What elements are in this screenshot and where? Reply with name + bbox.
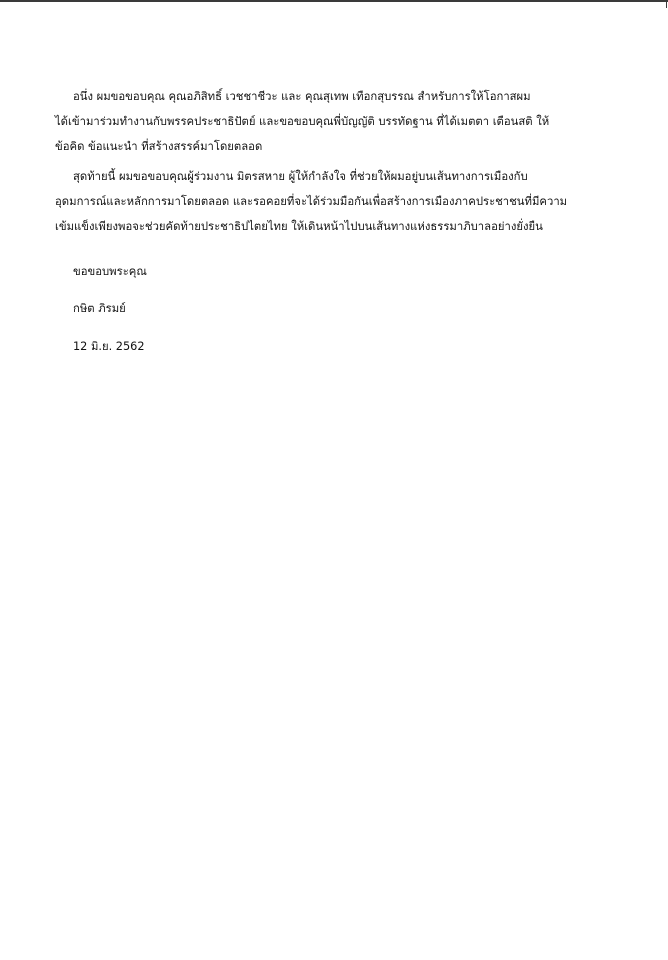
paragraph-line: ได้เข้ามาร่วมทำงานกับพรรคประชาธิปัตย์ และขอขอบคุณพี่บัญญัติ บรรทัดฐาน ที่ได้เมตตา เตือนสติ ให้: [55, 115, 550, 128]
page-top-border: [0, 0, 668, 2]
paragraph-line: อนึ่ง ผมขอขอบคุณ คุณอภิสิทธิ์ เวชชาชีวะ และ คุณสุเทพ เทือกสุบรรณ สำหรับการให้โอกาสผม: [73, 90, 531, 103]
letter-date: 12 มิ.ย. 2562: [73, 340, 145, 353]
letter-body: [55, 84, 617, 239]
signature-name: กษิต ภิรมย์: [73, 302, 126, 315]
paragraph-line: อุดมการณ์และหลักการมาโดยตลอด และรอคอยที่จะได้ร่วมมือกันเพื่อสร้างการเมืองภาคประชาชนที่มีความ: [55, 195, 568, 208]
paragraph-line: เข้มแข็งเพียงพอจะช่วยคัดท้ายประชาธิปไตยไทย ให้เดินหน้าไปบนเส้นทางแห่งธรรมาภิบาลอย่างยั่งยืน: [55, 220, 543, 233]
closing-phrase: ขอขอบพระคุณ: [73, 265, 147, 278]
page-corner-mark: [666, 0, 667, 8]
paragraph-acknowledgement: [55, 84, 617, 159]
paragraph-line: ข้อคิด ข้อแนะนำ ที่สร้างสรรค์มาโดยตลอด: [55, 140, 263, 153]
paragraph-final-thanks: [55, 164, 617, 239]
paragraph-line: สุดท้ายนี้ ผมขอขอบคุณผู้ร่วมงาน มิตรสหาย ผู้ให้กำลังใจ ที่ช่วยให้ผมอยู่บนเส้นทางการเมืองกับ: [73, 170, 528, 183]
